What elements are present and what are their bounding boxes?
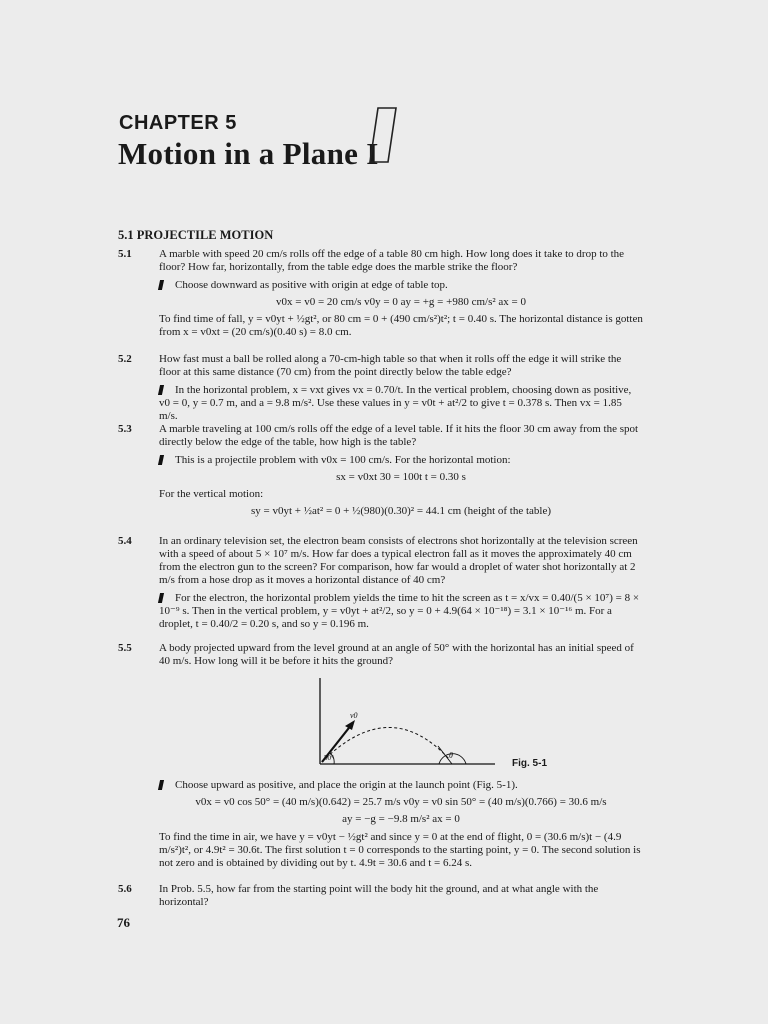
solution-line: This is a projectile problem with v0x = 100 cm/s. For the horizontal motion:	[175, 454, 511, 466]
velocity-label: v0	[350, 711, 358, 720]
solution-line: Choose upward as positive, and place the origin at the launch point (Fig. 5-1).	[175, 779, 518, 791]
problem-number: 5.6	[118, 883, 132, 895]
arrowhead-icon	[345, 720, 355, 730]
problem-5-6	[118, 883, 643, 909]
projectile-diagram	[300, 676, 500, 772]
equation-line: ay = −g = −9.8 m/s² ax = 0	[342, 813, 460, 825]
solution-text	[159, 454, 643, 467]
chapter-title: Motion in a Plane I	[118, 136, 379, 171]
problem-5-3	[118, 423, 643, 518]
solution-mark-icon	[158, 280, 164, 290]
solution-text	[159, 779, 643, 792]
solution-mark-icon	[158, 455, 164, 465]
problem-5-2	[118, 353, 643, 423]
problem-text: In an ordinary television set, the electron beam consists of electrons shot horizontally at the television screen with a speed of about 5 × 10⁷ m/s. How far does a typical electron fall as it moves the approximately 40 cm from the electron gun to the screen? For comparison, how far would a droplet of water shot horizontally at 2 m/s from a hose drop as it moves a horizontal distance of 40 cm?	[159, 535, 638, 586]
problem-text: How fast must a ball be rolled along a 70-cm-high table so that when it rolls off the edge it will strike the floor at this same distance (70 cm) from the point directly below the table edge?	[159, 353, 622, 378]
solution-line: For the electron, the horizontal problem yields the time to hit the screen as t = x/vx = 0.40/(5 × 10⁷) = 8 × 10⁻⁹ s. Then in the vertical problem, y = v0yt + at²/2, so y = 0 + 4.9(64 × 10⁻¹⁸) = 3.1 × 10⁻¹⁶ m. For a droplet, t = 0.40/2 = 0.20 s, and so y = 0.196 m.	[159, 592, 640, 630]
solution-text	[159, 279, 643, 292]
solution-mark-icon	[158, 385, 164, 395]
section-heading: 5.1 PROJECTILE MOTION	[118, 228, 274, 242]
solution-mark-icon	[158, 593, 164, 603]
problem-text: A marble with speed 20 cm/s rolls off the edge of a table 80 cm high. How long does it take to drop to the floor? How far, horizontally, from the table edge does the marble strike the floor?	[159, 248, 625, 273]
problem-5-1	[118, 248, 643, 339]
page-number: 76	[117, 915, 130, 930]
launch-angle-label: 50°	[324, 754, 334, 762]
solution-text	[159, 384, 643, 423]
solution-mark-icon	[158, 780, 164, 790]
problem-5-5-solution	[118, 779, 643, 870]
solution-text: For the vertical motion:	[159, 488, 264, 500]
problem-number: 5.5	[118, 642, 132, 654]
problem-number: 5.3	[118, 423, 132, 435]
solution-text: To find time of fall, y = v0yt + ½gt², or 80 cm = 0 + (490 cm/s²)t²; t = 0.40 s. The horizontal distance is gotten from x = v0xt = (20 cm/s)(0.40 s) = 8.0 cm.	[159, 313, 643, 338]
problem-5-5	[118, 642, 643, 668]
trajectory-curve	[322, 727, 450, 762]
problem-text: A marble traveling at 100 cm/s rolls off the edge of a level table. If it hits the floor 30 cm away from the spot directly below the edge of the table, how high is the table?	[159, 423, 639, 448]
figure-caption: Fig. 5-1	[512, 758, 548, 769]
solution-line: In the horizontal problem, x = vxt gives vx = 0.70/t. In the vertical problem, choosing down as positive, v0 = 0, y = 0.7 m, and a = 9.8 m/s². Use these values in y = v0t + at²/2 to give t = 0.378 s. Then vx = 1.85 m/s.	[159, 384, 632, 422]
equation-line: sx = v0xt 30 = 100t t = 0.30 s	[336, 471, 466, 483]
problem-number: 5.2	[118, 353, 132, 365]
equation-line: v0x = v0 = 20 cm/s v0y = 0 ay = +g = +980 cm/s² ax = 0	[276, 296, 526, 308]
problem-number: 5.4	[118, 535, 132, 547]
equation-line: sy = v0yt + ½at² = 0 + ½(980)(0.30)² = 44.1 cm (height of the table)	[250, 505, 552, 517]
problem-5-4	[118, 535, 643, 631]
problem-number: 5.1	[118, 248, 132, 260]
problem-text: In Prob. 5.5, how far from the starting point will the body hit the ground, and at what angle with the horizontal?	[159, 883, 599, 908]
handwritten-mark	[368, 106, 398, 166]
chapter-label: CHAPTER 5	[119, 112, 237, 134]
solution-text	[159, 592, 643, 631]
solution-line: Choose downward as positive with origin at edge of table top.	[175, 279, 448, 291]
problem-text: A body projected upward from the level ground at an angle of 50° with the horizontal has an initial speed of 40 m/s. How long will it be before it hits the ground?	[159, 642, 634, 667]
solution-text: To find the time in air, we have y = v0yt − ½gt² and since y = 0 at the end of flight, 0 = (30.6 m/s)t − (4.9 m/s²)t², or 4.9t² = 30.6t. The first solution t = 0 corresponds to the starting point, y = 0. The second solution is not zero and is obtained by dividing out by t. 4.9t = 30.6 and t = 6.24 s.	[159, 831, 641, 869]
impact-angle-label: θ	[449, 751, 453, 760]
equation-line: v0x = v0 cos 50° = (40 m/s)(0.642) = 25.7 m/s v0y = v0 sin 50° = (40 m/s)(0.766) = 30.6 m/s	[195, 796, 607, 808]
